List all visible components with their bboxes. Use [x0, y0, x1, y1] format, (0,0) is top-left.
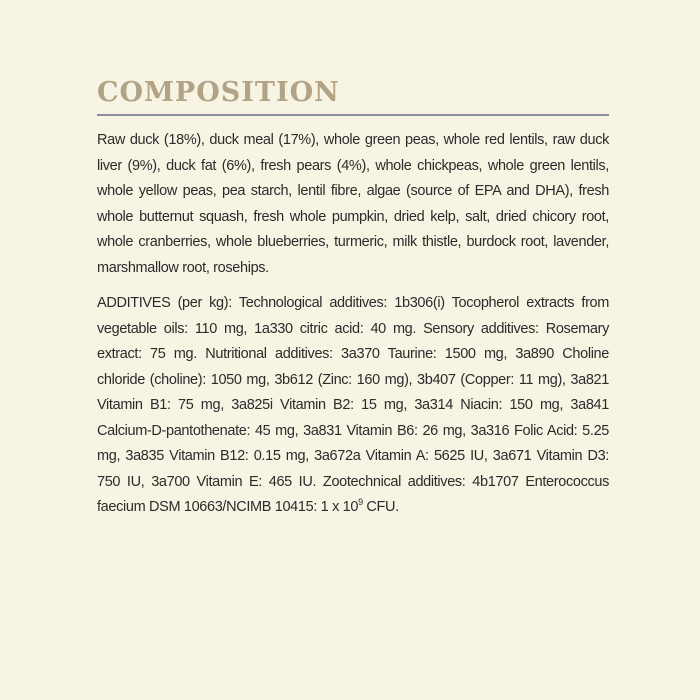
ingredients-paragraph: Raw duck (18%), duck meal (17%), whole green peas, whole red lentils, raw duck liver (9%), duck fat (6%), fresh pears (4%), whole chickpeas, whole green lentils, whole yellow peas, pea starch, lentil fibre, algae (source of EPA and DHA), fresh whole butternut squash, fresh whole pumpkin, dried kelp, salt, dried chicory root, whole cranberries, whole blueberries, turmeric, milk thistle, burdock root, lavender, marshmallow root, rosehips. [97, 132, 609, 276]
additives-suffix: CFU. [362, 499, 399, 515]
additives-text: ADDITIVES (per kg): Technological additives: 1b306(i) Tocopherol extracts from vegetable oils: 110 mg, 1a330 citric acid: 40 mg. Sensory additives: Rosemary extract: 75 mg. Nutritional additives: 3a370 Taurine: 1500 mg, 3a890 Choline chloride (choline): 1050 mg, 3b612 (Zinc: 160 mg), 3b407 (Copper: 11 mg), 3a821 Vitamin B1: 75 mg, 3a825i Vitamin B2: 15 mg, 3a314 Niacin: 150 mg, 3a841 Calcium-D-pantothenate: 45 mg, 3a831 Vitamin B6: 26 mg, 3a316 Folic Acid: 5.25 mg, 3a835 Vitamin B12: 0.15 mg, 3a672a Vitamin A: 5625 IU, 3a671 Vitamin D3: 750 IU, 3a700 Vitamin E: 465 IU. Zootechnical additives: 4b1707 Enterococcus faecium DSM 10663/NCIMB 10415: 1 x 10 [97, 295, 609, 515]
composition-heading: COMPOSITION [97, 77, 340, 108]
additives-paragraph [97, 291, 609, 521]
composition-panel [97, 78, 609, 521]
additives-exponent: 9 [358, 497, 363, 508]
heading-divider [97, 114, 609, 116]
